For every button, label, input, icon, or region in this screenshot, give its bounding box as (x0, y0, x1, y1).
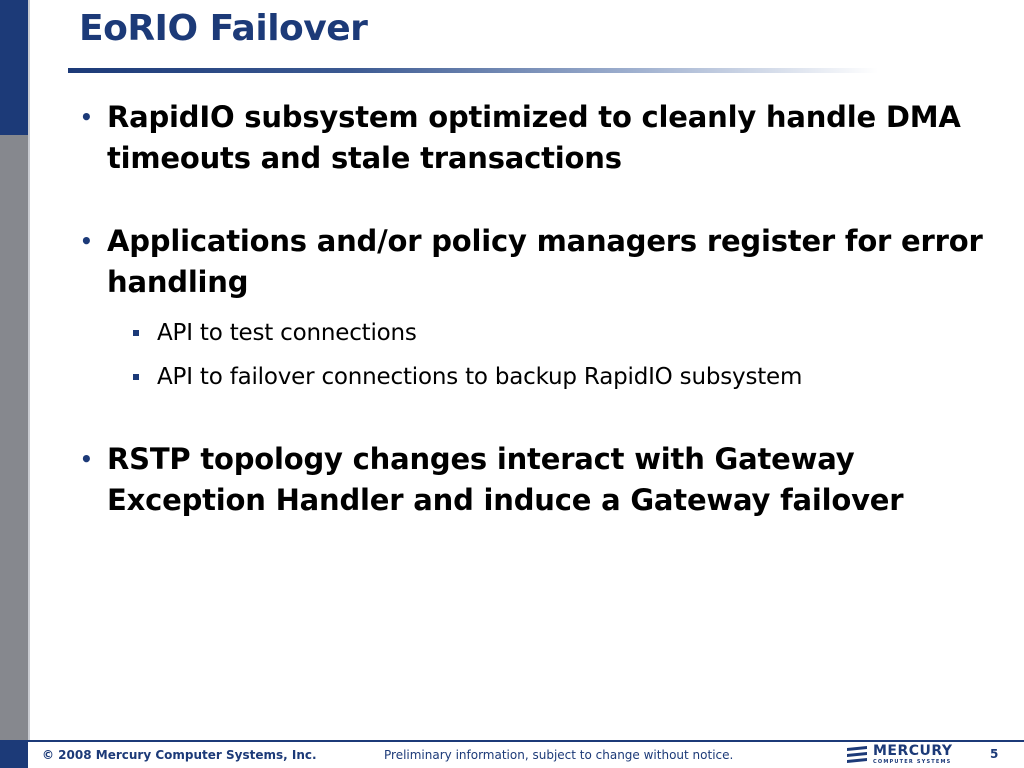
bullet-text: RapidIO subsystem optimized to cleanly handle DMA timeouts and stale transactions (107, 100, 961, 175)
sidebar-edge (28, 0, 30, 742)
bullet-dot-icon: • (80, 105, 93, 129)
page-number: 5 (990, 747, 999, 761)
bullet-item (80, 97, 1000, 179)
bullet-item (80, 221, 1000, 303)
sub-bullet-item (133, 355, 1000, 399)
sidebar-accent-bottom (0, 135, 28, 742)
disclaimer-text: Preliminary information, subject to change without notice. (384, 748, 734, 762)
mercury-logo (845, 742, 975, 768)
bullet-text: RSTP topology changes interact with Gateway Exception Handler and induce a Gateway failover (107, 442, 904, 517)
bullet-text: Applications and/or policy managers register for error handling (107, 224, 983, 299)
sidebar-accent-top (0, 0, 28, 135)
sub-bullet-text: API to test connections (157, 320, 417, 346)
bullet-item (80, 439, 1000, 521)
sub-bullet-item (133, 311, 1000, 355)
square-bullet-icon (133, 330, 139, 336)
sub-bullet-list (80, 311, 1000, 399)
logo-wordmark: MERCURY (873, 743, 953, 759)
logo-subtext: COMPUTER SYSTEMS (873, 759, 952, 765)
slide-title: EoRIO Failover (79, 8, 368, 49)
square-bullet-icon (133, 374, 139, 380)
title-underline (68, 68, 878, 73)
sub-bullet-text: API to failover connections to backup RapidIO subsystem (157, 364, 803, 390)
mercury-logo-icon (845, 744, 869, 766)
copyright-text: © 2008 Mercury Computer Systems, Inc. (42, 748, 317, 762)
bullet-dot-icon: • (80, 229, 93, 253)
slide-footer (0, 742, 1024, 768)
bullet-dot-icon: • (80, 447, 93, 471)
slide-body (80, 97, 1000, 521)
